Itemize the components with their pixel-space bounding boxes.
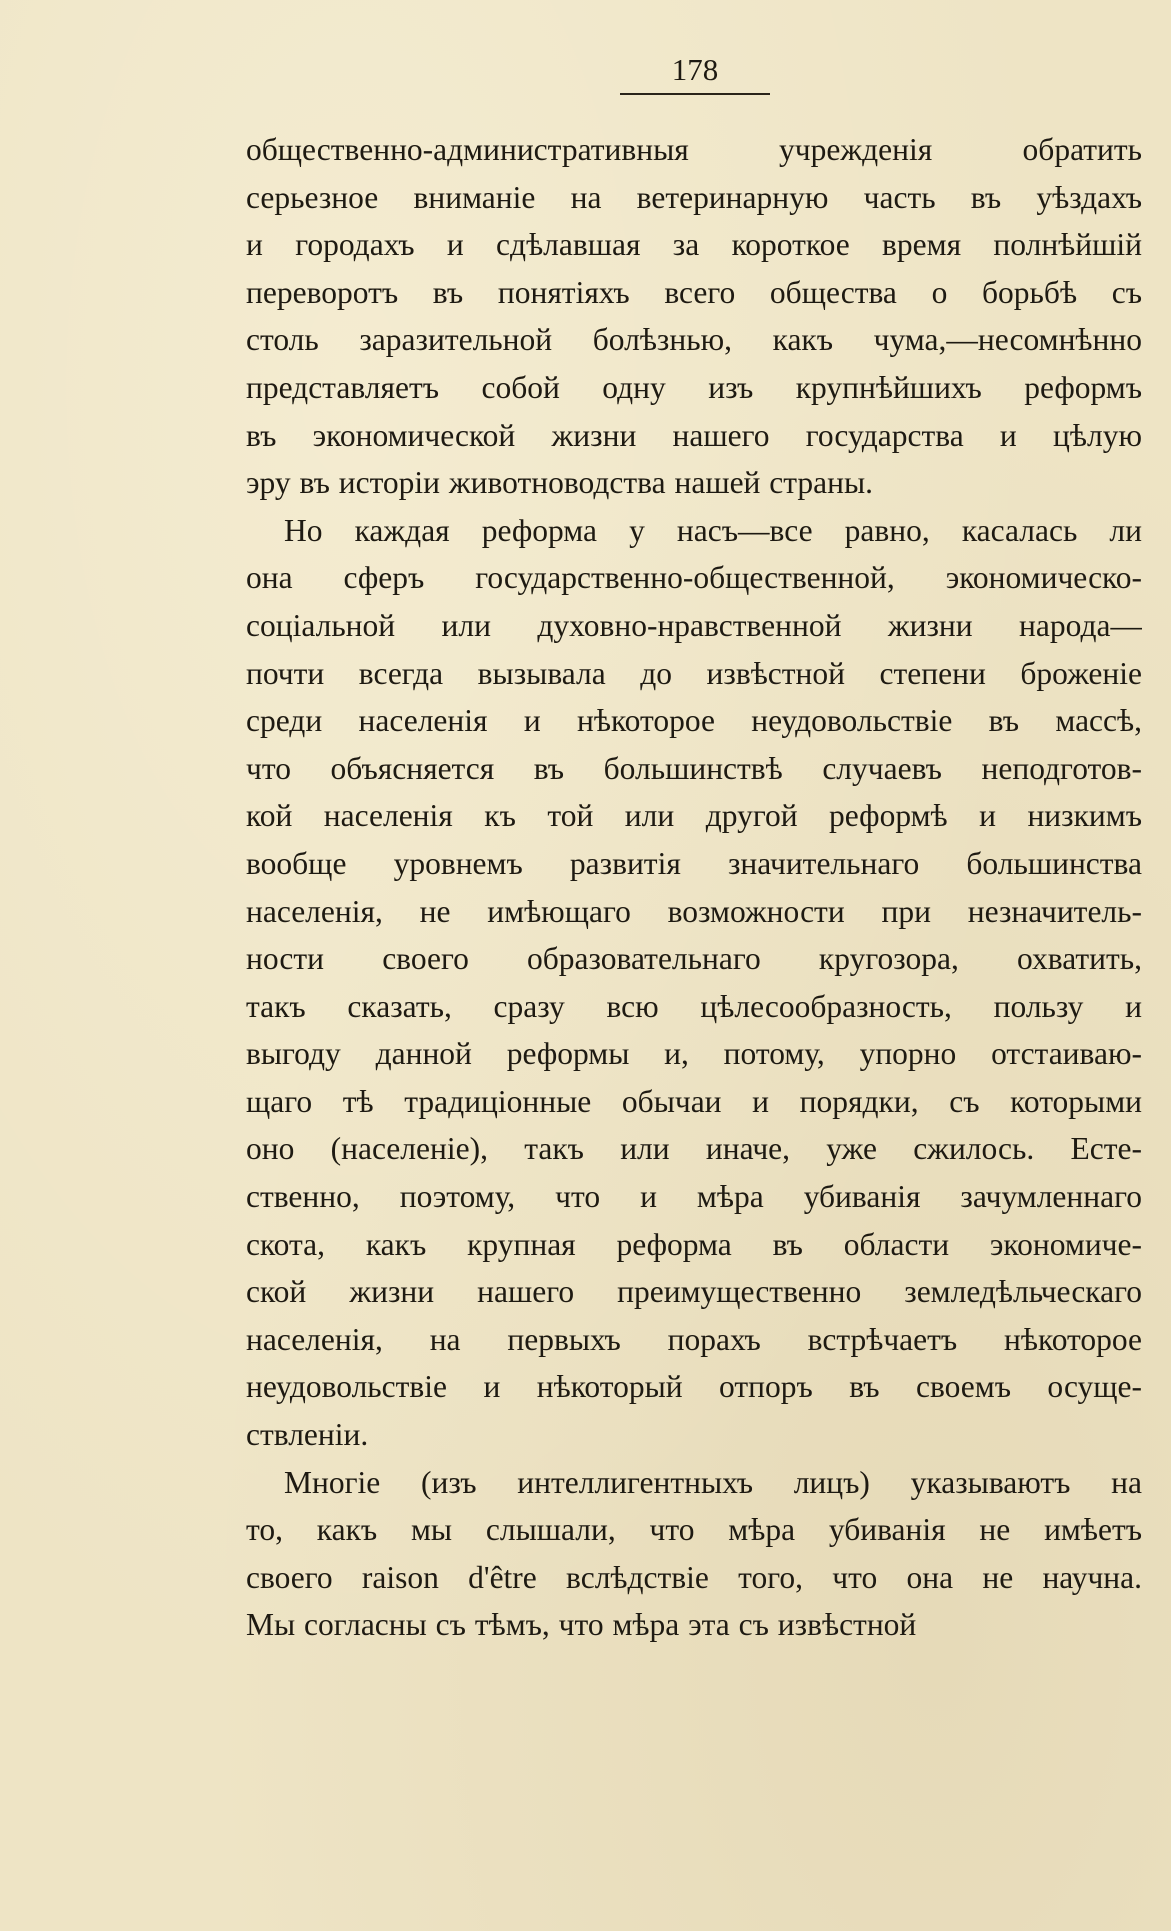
text-line: Многіе (изъ интеллигентныхъ лицъ) указываютъ на: [284, 1464, 1142, 1500]
text-line: неудовольствіе и нѣкоторый отпоръ въ своемъ осуще-: [246, 1369, 1142, 1405]
text-line: общественно-административныя учрежденія обратить: [246, 132, 1142, 167]
text-line: щаго тѣ традиціонные обычаи и порядки, съ которыми: [246, 1083, 1142, 1119]
page-header: [620, 50, 770, 95]
text-line: переворотъ въ понятіяхъ всего общества о борьбѣ съ: [246, 274, 1142, 310]
text-line: ности своего образовательнаго кругозора, охватить,: [246, 941, 1142, 977]
text-line: въ экономической жизни нашего государства и цѣлую: [246, 417, 1142, 453]
text-line: серьезное вниманіе на ветеринарную часть въ уѣздахъ: [246, 179, 1142, 215]
text-line: такъ сказать, сразу всю цѣлесообразность, пользу и: [246, 988, 1142, 1024]
text-line: она сферъ государственно-общественной, экономическо-: [246, 560, 1142, 596]
text-line: среди населенія и нѣкоторое неудовольствіе въ массѣ,: [246, 703, 1142, 739]
paragraph: [246, 126, 1142, 507]
text-line: ствленіи.: [246, 1417, 369, 1453]
text-line: выгоду данной реформы и, потому, упорно отстаиваю-: [246, 1036, 1142, 1072]
text-line: скота, какъ крупная реформа въ области экономиче-: [246, 1226, 1142, 1262]
text-line: населенія, на первыхъ порахъ встрѣчаетъ нѣкоторое: [246, 1321, 1142, 1357]
text-line: эру въ исторіи животноводства нашей страны.: [246, 465, 874, 501]
text-line: и городахъ и сдѣлавшая за короткое время полнѣйшій: [246, 227, 1142, 263]
text-line: вообще уровнемъ развитія значительнаго большинства: [246, 845, 1142, 881]
text-line: ственно, поэтому, что и мѣра убиванія зачумленнаго: [246, 1179, 1142, 1215]
paragraph: [246, 507, 1142, 1459]
text-line: ской жизни нашего преимущественно земледѣльческаго: [246, 1274, 1142, 1310]
text-line: своего raison d'être вслѣдствіе того, что она не научна.: [246, 1559, 1142, 1595]
page-number: 178: [671, 52, 719, 87]
text-line: представляетъ собой одну изъ крупнѣйшихъ реформъ: [246, 369, 1142, 405]
text-line: кой населенія къ той или другой реформѣ и низкимъ: [246, 798, 1142, 834]
text-line: населенія, не имѣющаго возможности при незначитель-: [246, 893, 1142, 929]
text-body: [246, 126, 1142, 1649]
text-line: оно (населеніе), такъ или иначе, уже сжилось. Есте-: [246, 1131, 1142, 1167]
text-line: Мы согласны съ тѣмъ, что мѣра эта съ извѣстной: [246, 1607, 917, 1643]
text-line: соціальной или духовно-нравственной жизни народа—: [246, 607, 1142, 643]
text-line: почти всегда вызывала до извѣстной степени броженіе: [246, 655, 1142, 691]
text-line: то, какъ мы слышали, что мѣра убиванія не имѣетъ: [246, 1512, 1142, 1548]
text-line: столь заразительной болѣзнью, какъ чума,—несомнѣнно: [246, 322, 1142, 358]
text-line: что объясняется въ большинствѣ случаевъ неподготов-: [246, 750, 1142, 786]
paragraph: [246, 1459, 1142, 1649]
text-line: Но каждая реформа у насъ—все равно, касалась ли: [284, 512, 1142, 548]
header-rule: [620, 93, 770, 95]
